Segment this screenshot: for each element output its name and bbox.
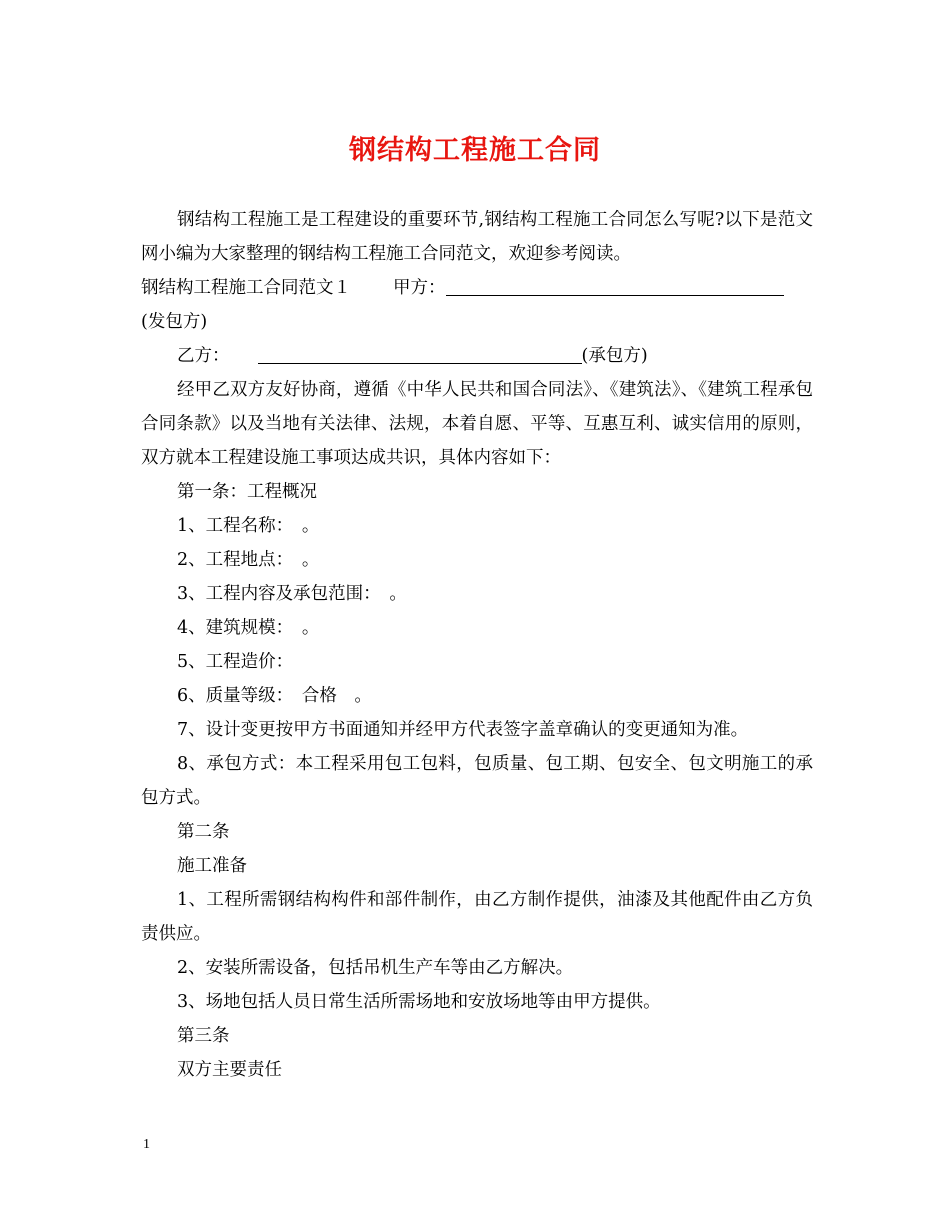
- article3-heading: 第三条: [177, 1026, 230, 1046]
- party-a-line: [141, 271, 813, 305]
- list-item: 6、质量等级： 合格 。: [177, 686, 372, 706]
- page-number: 1: [143, 1137, 150, 1152]
- party-a-role: (发包方): [141, 312, 208, 332]
- article3-title: 双方主要责任: [177, 1060, 282, 1080]
- preamble-paragraph: 经甲乙双方友好协商，遵循《中华人民共和国合同法》、《建筑法》、《建筑工程承包合同条款》以及当地有关法律、法规，本着自愿、平等、互惠互利、诚实信用的原则，双方就本工程建设施工事项达成共识，具体内容如下：: [141, 380, 813, 468]
- article2-title: 施工准备: [177, 856, 247, 876]
- party-b-blank: [258, 341, 582, 364]
- list-item: 4、建筑规模： 。: [177, 618, 320, 638]
- party-a-blank: [446, 273, 784, 296]
- list-item: 5、工程造价：: [177, 652, 294, 672]
- intro-paragraph: 钢结构工程施工是工程建设的重要环节,钢结构工程施工合同怎么写呢?以下是范文网小编为大家整理的钢结构工程施工合同范文，欢迎参考阅读。: [141, 210, 813, 264]
- party-b-label: 乙方：: [177, 346, 230, 366]
- party-a-label: 甲方：: [393, 278, 446, 298]
- article2-heading: 第二条: [177, 822, 230, 842]
- list-item: 3、场地包括人员日常生活所需场地和安放场地等由甲方提供。: [177, 992, 661, 1012]
- party-b-line: [141, 339, 813, 373]
- list-item: 2、安装所需设备，包括吊机生产车等由乙方解决。: [177, 958, 574, 978]
- sample-heading: 钢结构工程施工合同范文１: [141, 278, 351, 298]
- party-b-role: (承包方): [581, 346, 648, 366]
- document-body: [141, 203, 813, 1087]
- list-item: 8、承包方式：本工程采用包工包料，包质量、包工期、包安全、包文明施工的承包方式。: [141, 754, 813, 808]
- document-title: 钢结构工程施工合同: [349, 135, 601, 166]
- list-item: 7、设计变更按甲方书面通知并经甲方代表签字盖章确认的变更通知为准。: [177, 720, 749, 740]
- article1-heading: 第一条：工程概况: [177, 482, 317, 502]
- list-item: 3、工程内容及承包范围： 。: [177, 584, 407, 604]
- list-item: 2、工程地点： 。: [177, 550, 320, 570]
- list-item: 1、工程所需钢结构构件和部件制作，由乙方制作提供，油漆及其他配件由乙方负责供应。: [141, 890, 813, 944]
- list-item: 1、工程名称： 。: [177, 516, 320, 536]
